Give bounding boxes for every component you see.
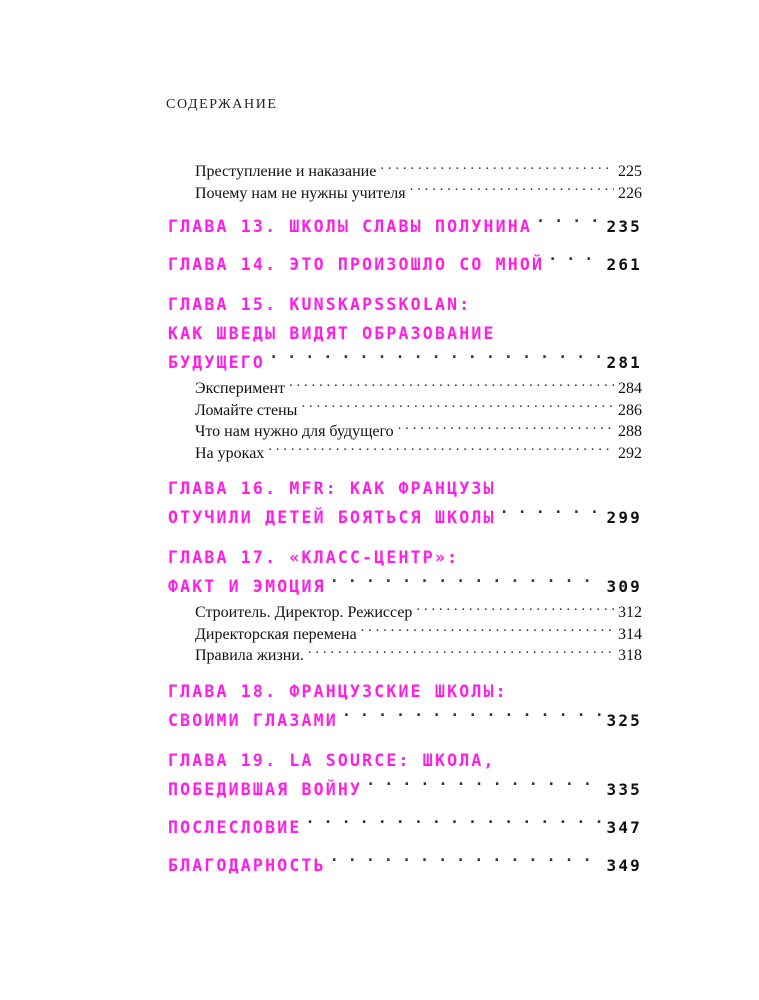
- leader-dots: [380, 160, 614, 176]
- leader-dots: [268, 442, 614, 458]
- chapter-title-last-line: [168, 775, 642, 804]
- leader-dots: [330, 576, 603, 593]
- chapter-title-line: СВОИМИ ГЛАЗАМИ: [168, 710, 338, 730]
- toc-entry-sub[interactable]: [168, 377, 642, 399]
- chapter-title-line: ГЛАВА 18. ФРАНЦУЗСКИЕ ШКОЛЫ:: [168, 681, 508, 701]
- toc-page-number: 261: [606, 255, 642, 274]
- toc-page-number: 312: [618, 604, 642, 621]
- toc-entry-sub[interactable]: [168, 442, 642, 464]
- chapter-title-line: ГЛАВА 19. LA SOURCE: ШКОЛА,: [168, 750, 496, 770]
- leader-dots: [305, 816, 602, 833]
- leader-dots: [366, 778, 602, 795]
- toc-page-number: 347: [606, 817, 642, 837]
- toc-page-number: 284: [618, 380, 642, 397]
- leader-dots: [536, 216, 602, 233]
- toc-entry-label: Ломайте стены: [195, 401, 298, 419]
- toc-entry-label: Строитель. Директор. Режиссер: [195, 604, 413, 621]
- toc-acknowledgements[interactable]: [168, 851, 642, 880]
- toc-page-number: 335: [606, 779, 642, 799]
- chapter-title: ГЛАВА 14. ЭТО ПРОИЗОШЛО СО МНОЙ: [168, 255, 545, 274]
- chapter-title-line: ПОБЕДИВШАЯ ВОЙНУ: [168, 779, 363, 799]
- toc-page-number: 292: [618, 444, 642, 462]
- leader-dots: [330, 854, 603, 871]
- chapter-title-last-line: [168, 348, 642, 377]
- toc-entry-sub[interactable]: [168, 644, 642, 666]
- toc-entry-label: Эксперимент: [195, 380, 286, 397]
- toc-entry-label: Директорская перемена: [195, 625, 357, 643]
- leader-dots: [500, 507, 603, 524]
- leader-dots: [289, 377, 614, 393]
- toc-entry-sub[interactable]: [168, 420, 642, 442]
- toc-page-number: 314: [618, 625, 642, 643]
- leader-dots: [269, 352, 602, 369]
- chapter-title-line: КАК ШВЕДЫ ВИДЯТ ОБРАЗОВАНИЕ: [168, 324, 496, 343]
- toc-chapter-17[interactable]: [168, 543, 642, 666]
- toc-page-number: 286: [618, 401, 642, 419]
- toc-chapter-19[interactable]: [168, 746, 642, 804]
- toc-chapter-14[interactable]: [168, 250, 642, 279]
- chapter-title: ПОСЛЕСЛОВИЕ: [168, 817, 302, 837]
- chapter-title-line: БУДУЩЕГО: [168, 353, 266, 372]
- chapter-title: БЛАГОДАРНОСТЬ: [168, 855, 326, 875]
- toc-chapter-13[interactable]: [168, 212, 642, 241]
- leader-dots: [342, 709, 603, 726]
- toc-entry-label: Что нам нужно для будущего: [195, 423, 394, 440]
- leader-dots: [361, 623, 614, 639]
- toc-entry-label: Преступление и наказание: [195, 163, 377, 180]
- toc-entry-sub[interactable]: [168, 601, 642, 623]
- toc-page-number: 318: [618, 647, 642, 664]
- leader-dots: [416, 601, 614, 617]
- chapter-title-last-line: [168, 706, 642, 735]
- running-head: СОДЕРЖАНИЕ: [166, 97, 278, 112]
- toc-page-number: 309: [606, 577, 642, 596]
- leader-dots: [410, 182, 614, 198]
- toc-entry-sub[interactable]: [168, 160, 642, 182]
- toc-page-number: 299: [606, 508, 642, 527]
- toc-entry-sub[interactable]: [168, 399, 642, 421]
- leader-dots: [548, 254, 602, 271]
- toc-entry-label: Правила жизни.: [195, 647, 304, 664]
- leader-dots: [398, 420, 614, 436]
- toc-page-number: 288: [618, 423, 642, 440]
- chapter-title-line: ОТУЧИЛИ ДЕТЕЙ БОЯТЬСЯ ШКОЛЫ: [168, 508, 496, 527]
- toc-chapter-15[interactable]: [168, 290, 642, 463]
- toc-entry-label: На уроках: [195, 444, 265, 462]
- toc-afterword[interactable]: [168, 813, 642, 842]
- toc-page-number: 349: [606, 855, 642, 875]
- chapter-title-last-line: [168, 503, 642, 532]
- chapter-title: ГЛАВА 13. ШКОЛЫ СЛАВЫ ПОЛУНИНА: [168, 217, 533, 236]
- chapter-title-line: ФАКТ И ЭМОЦИЯ: [168, 577, 326, 596]
- table-of-contents: [168, 160, 642, 880]
- toc-entry-sub[interactable]: [168, 182, 642, 204]
- chapter-title-line: ГЛАВА 17. «КЛАСС-ЦЕНТР»:: [168, 548, 460, 567]
- chapter-title-last-line: [168, 572, 642, 601]
- toc-chapter-18[interactable]: [168, 677, 642, 735]
- chapter-title-line: ГЛАВА 16. MFR: КАК ФРАНЦУЗЫ: [168, 479, 496, 498]
- toc-page-number: 235: [606, 217, 642, 236]
- leader-dots: [308, 644, 614, 660]
- chapter-title-line: ГЛАВА 15. KUNSKAPSSKOLAN:: [168, 295, 472, 314]
- toc-chapter-16[interactable]: [168, 474, 642, 532]
- toc-page-number: 225: [618, 163, 642, 180]
- toc-page-number: 281: [606, 353, 642, 372]
- toc-entry-sub[interactable]: [168, 623, 642, 645]
- toc-page-number: 325: [606, 710, 642, 730]
- toc-page-number: 226: [618, 184, 642, 202]
- toc-entry-label: Почему нам не нужны учителя: [195, 184, 406, 202]
- leader-dots: [301, 399, 614, 415]
